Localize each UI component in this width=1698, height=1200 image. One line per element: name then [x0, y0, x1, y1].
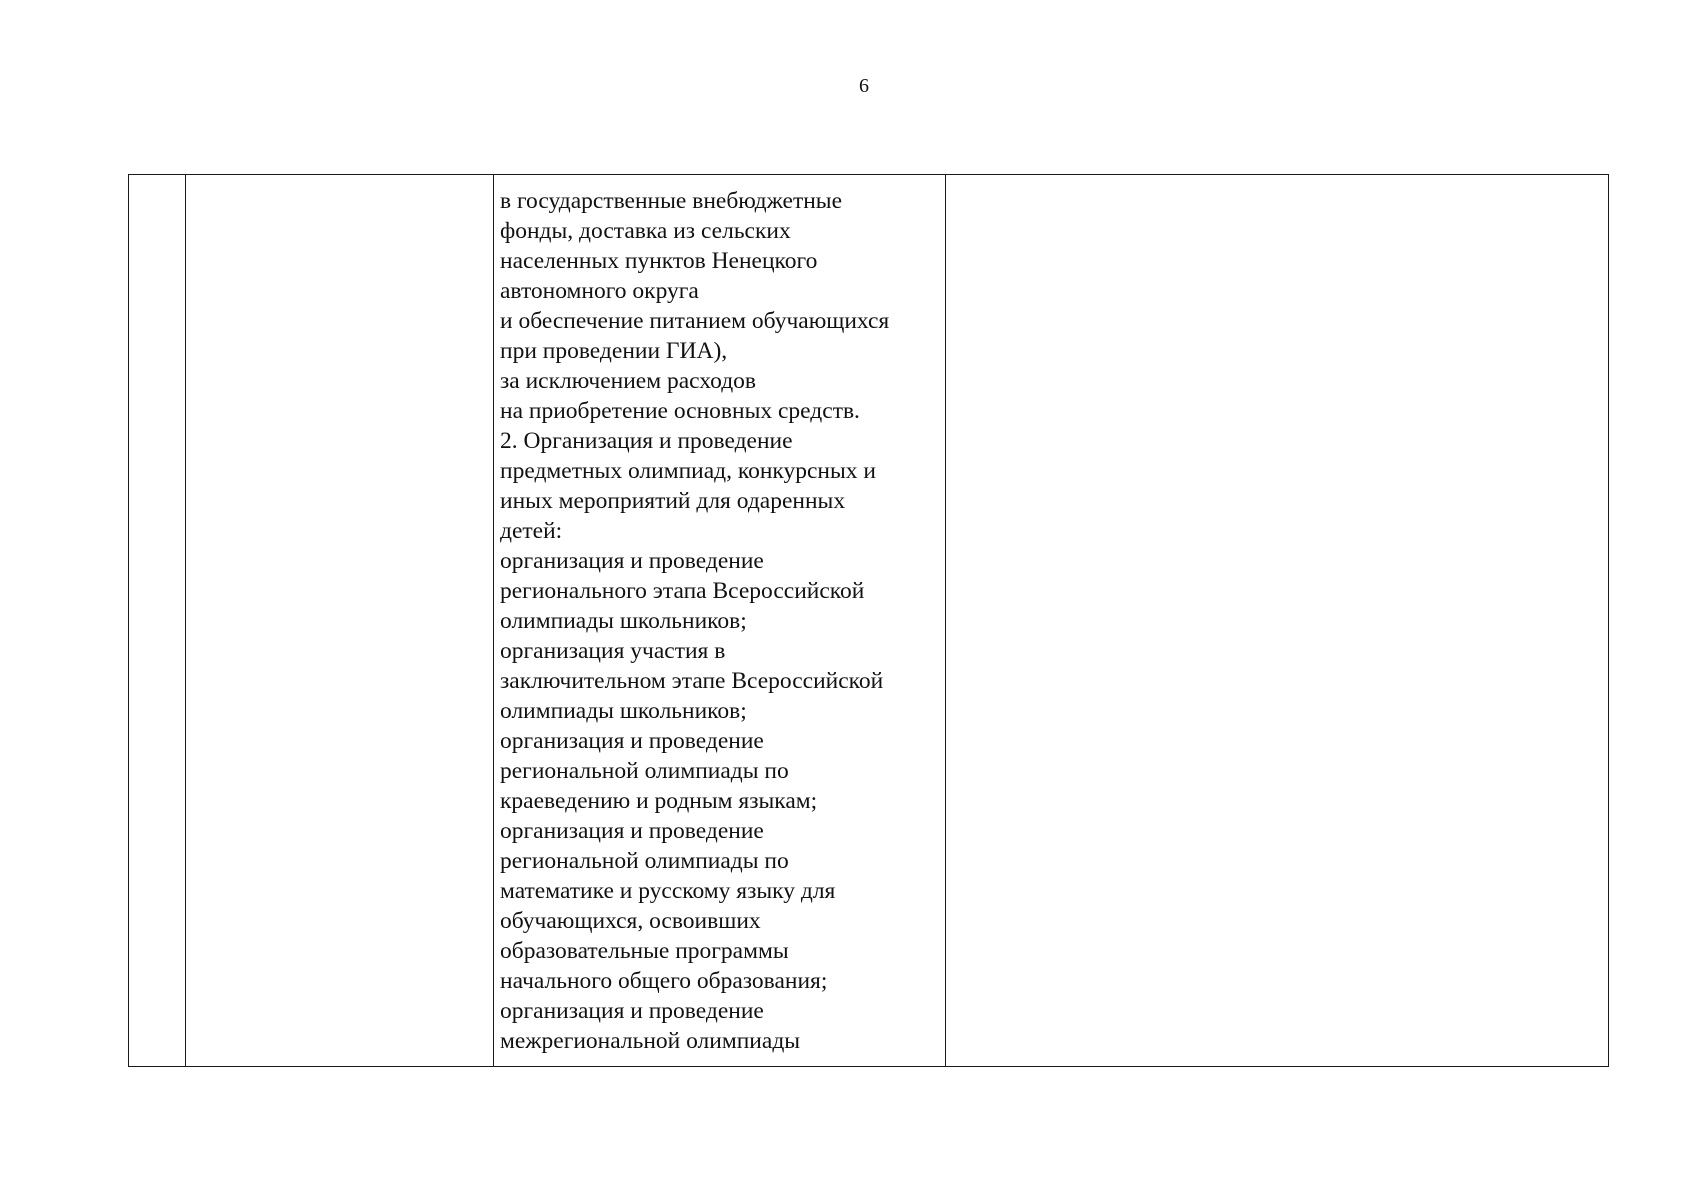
description-line: регионального этапа Всероссийской: [500, 578, 865, 604]
description-line: в государственные внебюджетные: [500, 188, 843, 214]
page-number: 6: [859, 75, 869, 97]
description-line: иных мероприятий для одаренных: [500, 488, 846, 514]
description-line: за исключением расходов: [500, 368, 757, 394]
description-line: организация участия в: [500, 638, 726, 664]
table-row: [129, 175, 1609, 1067]
description-line: и обеспечение питанием обучающихся: [500, 308, 890, 334]
description-line: населенных пунктов Ненецкого: [500, 248, 818, 274]
description-line: межрегиональной олимпиады: [500, 1028, 801, 1054]
description-line: региональной олимпиады по: [500, 848, 789, 874]
description-line: 2. Организация и проведение: [500, 428, 793, 454]
description-line: образовательные программы: [500, 938, 789, 964]
description-line: краеведению и родным языкам;: [500, 788, 818, 814]
description-line: заключительном этапе Всероссийской: [500, 668, 884, 694]
description-line: детей:: [500, 518, 563, 544]
description-line: региональной олимпиады по: [500, 758, 789, 784]
description-line: обучающихся, освоивших: [500, 908, 761, 934]
description-line: организация и проведение: [500, 548, 764, 574]
activities-table: [128, 174, 1609, 1067]
description-line: на приобретение основных средств.: [500, 398, 860, 424]
table-cell-name: [186, 175, 494, 1067]
description-line: олимпиады школьников;: [500, 698, 747, 724]
description-line: предметных олимпиад, конкурсных и: [500, 458, 876, 484]
description-line: организация и проведение: [500, 728, 764, 754]
description-text: [494, 175, 945, 1056]
description-line: автономного округа: [500, 278, 699, 304]
description-line: при проведении ГИА),: [500, 338, 728, 364]
description-line: олимпиады школьников;: [500, 608, 747, 634]
description-line: математике и русскому языку для: [500, 878, 836, 904]
description-line: организация и проведение: [500, 998, 764, 1024]
description-line: начального общего образования;: [500, 968, 828, 994]
table-cell-description: [494, 175, 946, 1067]
description-line: фонды, доставка из сельских: [500, 218, 791, 244]
table-cell-number: [129, 175, 186, 1067]
table-cell-notes: [946, 175, 1609, 1067]
description-line: организация и проведение: [500, 818, 764, 844]
